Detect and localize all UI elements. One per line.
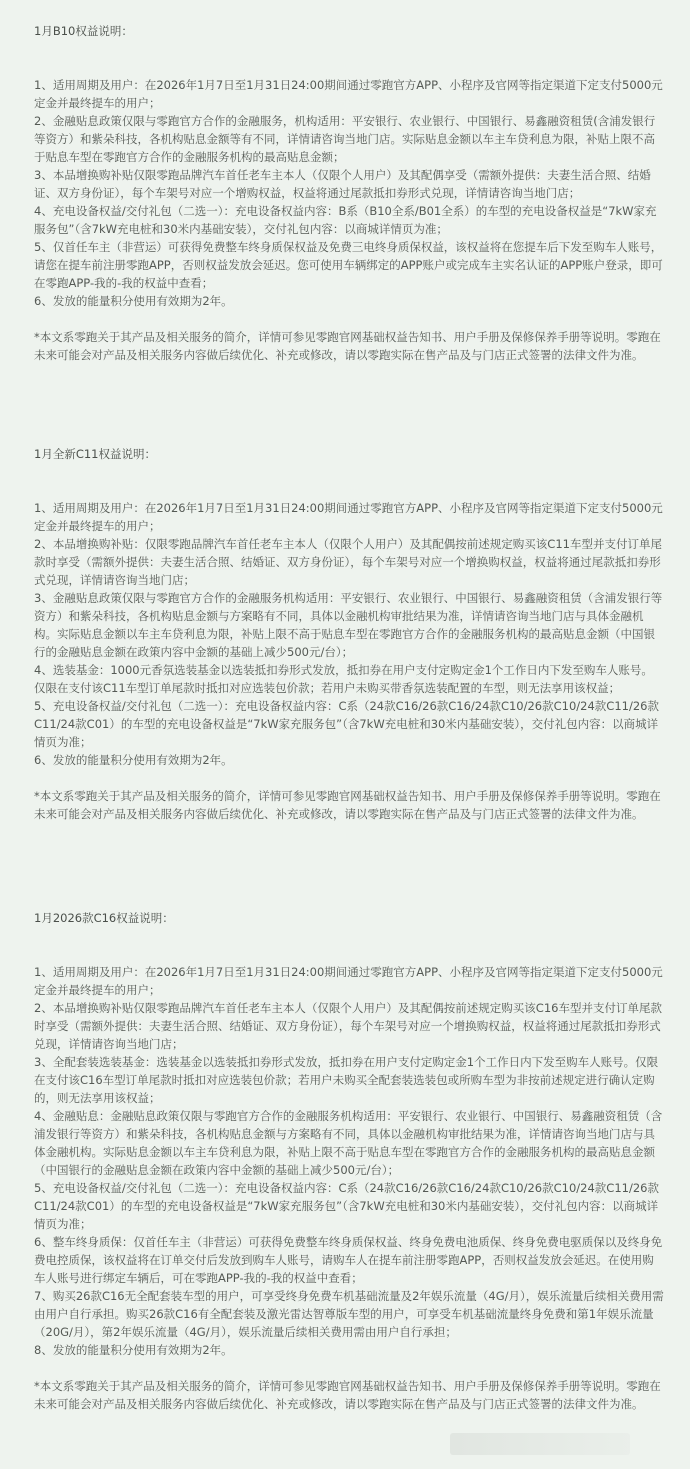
list-item: 1、适用周期及用户：在2026年1月7日至1月31日24:00期间通过零跑官方APP、小程序及官网等指定渠道下定支付5000元定金并最终提车的用户； <box>34 965 663 997</box>
disclaimer-note: *本文系零跑关于其产品及相关服务的简介，详情可参见零跑官网基础权益告知书、用户手册及保修保养手册等说明。零跑在未来可能会对产品及相关服务内容做后续优化、补充或修改，请以零跑实际在售产品及与门店正式签署的法律文件为准。 <box>34 1379 661 1411</box>
list-item: 4、金融贴息：金融贴息政策仅限与零跑官方合作的金融服务机构适用：平安银行、农业银行、中国银行、易鑫融资租赁（含浦发银行等资方）和紫朵科技，各机构贴息金额与方案略有不同，具体以金融机构审批结果为准，详情请咨询当地门店与具体金融机构。实际贴息金额以车主车贷利息为限，补贴上限不高于贴息车型在零跑官方合作的金融服务机构的最高贴息金额（中国银行的金融贴息金额在政策内容中金额的基础上减少500元/台）； <box>34 1109 663 1177</box>
list-item: 6、整车终身质保：仅首任车主（非营运）可获得免费整车终身质保权益、终身免费电池质保、终身免费电驱质保以及终身免费电控质保，该权益将在订单交付后发放到购车人账号，请购车人在提车前注册零跑APP，否则权益发放会延迟。在使用购车人账号进行绑定车辆后，可在零跑APP-我的-我的权益中查看； <box>34 1235 663 1285</box>
list-item: 4、充电设备权益/交付礼包（二选一）：充电设备权益内容：B系（B10全系/B01全系）的车型的充电设备权益是“7kW家充服务包”（含7kW充电桩和30米内基础安装），交付礼包内容：以商城详情页为准； <box>34 204 657 236</box>
list-item: 1、适用周期及用户：在2026年1月7日至1月31日24:00期间通过零跑官方APP、小程序及官网等指定渠道下定支付5000元定金并最终提车的用户； <box>34 78 663 110</box>
list-item: 2、金融贴息政策仅限与零跑官方合作的金融服务，机构适用：平安银行、农业银行、中国银行、易鑫融资租赁(含浦发银行等资方）和紫朵科技，各机构贴息金额等有不同，详情请咨询当地门店。实际贴息金额以车主车贷利息为限，补贴上限不高于贴息车型在零跑官方合作的金融服务机构的最高贴息金额； <box>34 114 656 164</box>
disclaimer-note: *本文系零跑关于其产品及相关服务的简介，详情可参见零跑官网基础权益告知书、用户手册及保修保养手册等说明。零跑在未来可能会对产品及相关服务内容做后续优化、补充或修改，请以零跑实际在售产品及与门店正式签署的法律文件为准。 <box>34 330 661 362</box>
watermark-overlay <box>450 1433 630 1455</box>
list-item: 3、金融贴息政策仅限与零跑官方合作的金融服务机构适用：平安银行、农业银行、中国银行、易鑫融资租赁（含浦发银行等资方）和紫朵科技，各机构贴息金额与方案略有不同，具体以金融机构审批结果为准，详情请咨询当地门店与具体金融机构。实际贴息金额以车主车贷利息为限，补贴上限不高于贴息车型在零跑官方合作的金融服务机构的最高贴息金额（中国银行的金融贴息金额在政策内容中金额的基础上减少500元/台）； <box>34 591 663 659</box>
list-item: 4、选装基金：1000元香氛选装基金以选装抵扣券形式发放，抵扣券在用户支付定购定金1个工作日内下发至购车人账号。仅限在支付该C11车型订单尾款时抵扣对应选装包价款；若用户未购买带香氛选装配置的车型，则无法享用该权益； <box>34 663 653 695</box>
list-item: 3、全配套装选装基金：选装基金以选装抵扣券形式发放，抵扣券在用户支付定购定金1个工作日内下发至购车人账号。仅限在支付该C16车型订单尾款时抵扣对应选装包价款；若用户未购买全配套装选装包或所购车型为非按前述规定进行确认定购的，则无法享用该权益； <box>34 1055 659 1105</box>
list-item: 8、发放的能量积分使用有效期为2年。 <box>34 1343 233 1357</box>
list-item: 5、充电设备权益/交付礼包（二选一）：充电设备权益内容：C系（24款C16/26款C16/24款C10/26款C10/24款C11/26款C11/24款C01）的车型的充电设备权益是“7kW家充服务包”（含7kW充电桩和30米内基础安装），交付礼包内容：以商城详情页为准； <box>34 699 659 749</box>
list-item: 7、购买26款C16无全配套装车型的用户，可享受终身免费车机基础流量及2年娱乐流量（4G/月），娱乐流量后续相关费用需由用户自行承担。购买26款C16有全配套装及激光雷达智尊版车型的用户，可享受车机基础流量终身免费和第1年娱乐流量（20G/月），第2年娱乐流量（4G/月），娱乐流量后续相关费用需由用户自行承担； <box>34 1289 664 1339</box>
list-item: 2、本品增换购补贴仅限零跑品牌汽车首任老车主本人（仅限个人用户）及其配偶按前述规定购买该C16车型并支付订单尾款时享受（需额外提供：夫妻生活合照、结婚证、双方身份证），每个车架号对应一个增换购权益，权益将通过尾款抵扣券形式兑现，详情请咨询当地门店； <box>34 1001 662 1051</box>
list-item: 5、仅首任车主（非营运）可获得免费整车终身质保权益及免费三电终身质保权益，该权益将在您提车后下发至购车人账号，请您在提车前注册零跑APP，否则权益发放会延迟。您可使用车辆绑定的APP账户或完成车主实名认证的APP账户登录，即可在零跑APP-我的-我的权益中查看； <box>34 240 663 290</box>
list-item: 3、本品增换购补贴仅限零跑品牌汽车首任老车主本人（仅限个人用户）及其配偶享受（需额外提供：夫妻生活合照、结婚证、双方身份证），每个车架号对应一个增购权益，权益将通过尾款抵扣券形式兑现，详情请咨询当地门店； <box>34 168 651 200</box>
section-b10 <box>34 22 664 364</box>
section-c11 <box>34 445 664 823</box>
list-item: 6、发放的能量积分使用有效期为2年。 <box>34 294 233 308</box>
section-title: 1月B10权益说明： <box>34 24 133 38</box>
section-title: 1月2026款C16权益说明： <box>34 911 174 925</box>
section-c16 <box>34 909 664 1413</box>
list-item: 1、适用周期及用户：在2026年1月7日至1月31日24:00期间通过零跑官方APP、小程序及官网等指定渠道下定支付5000元定金并最终提车的用户； <box>34 501 663 533</box>
section-title: 1月全新C11权益说明： <box>34 447 156 461</box>
list-item: 5、充电设备权益/交付礼包（二选一）：充电设备权益内容：C系（24款C16/26款C16/24款C10/26款C10/24款C11/26款C11/24款C01）的车型的充电设备权益是“7kW家充服务包”（含7kW充电桩和30米内基础安装），交付礼包内容：以商城详情页为准； <box>34 1181 659 1231</box>
disclaimer-note: *本文系零跑关于其产品及相关服务的简介，详情可参见零跑官网基础权益告知书、用户手册及保修保养手册等说明。零跑在未来可能会对产品及相关服务内容做后续优化、补充或修改，请以零跑实际在售产品及与门店正式签署的法律文件为准。 <box>34 789 661 821</box>
list-item: 2、本品增换购补贴：仅限零跑品牌汽车首任老车主本人（仅限个人用户）及其配偶按前述规定购买该C11车型并支付订单尾款时享受（需额外提供：夫妻生活合照、结婚证、双方身份证），每个车架号对应一个增换购权益，权益将通过尾款抵扣券形式兑现，详情请咨询当地门店； <box>34 537 662 587</box>
list-item: 6、发放的能量积分使用有效期为2年。 <box>34 753 233 767</box>
